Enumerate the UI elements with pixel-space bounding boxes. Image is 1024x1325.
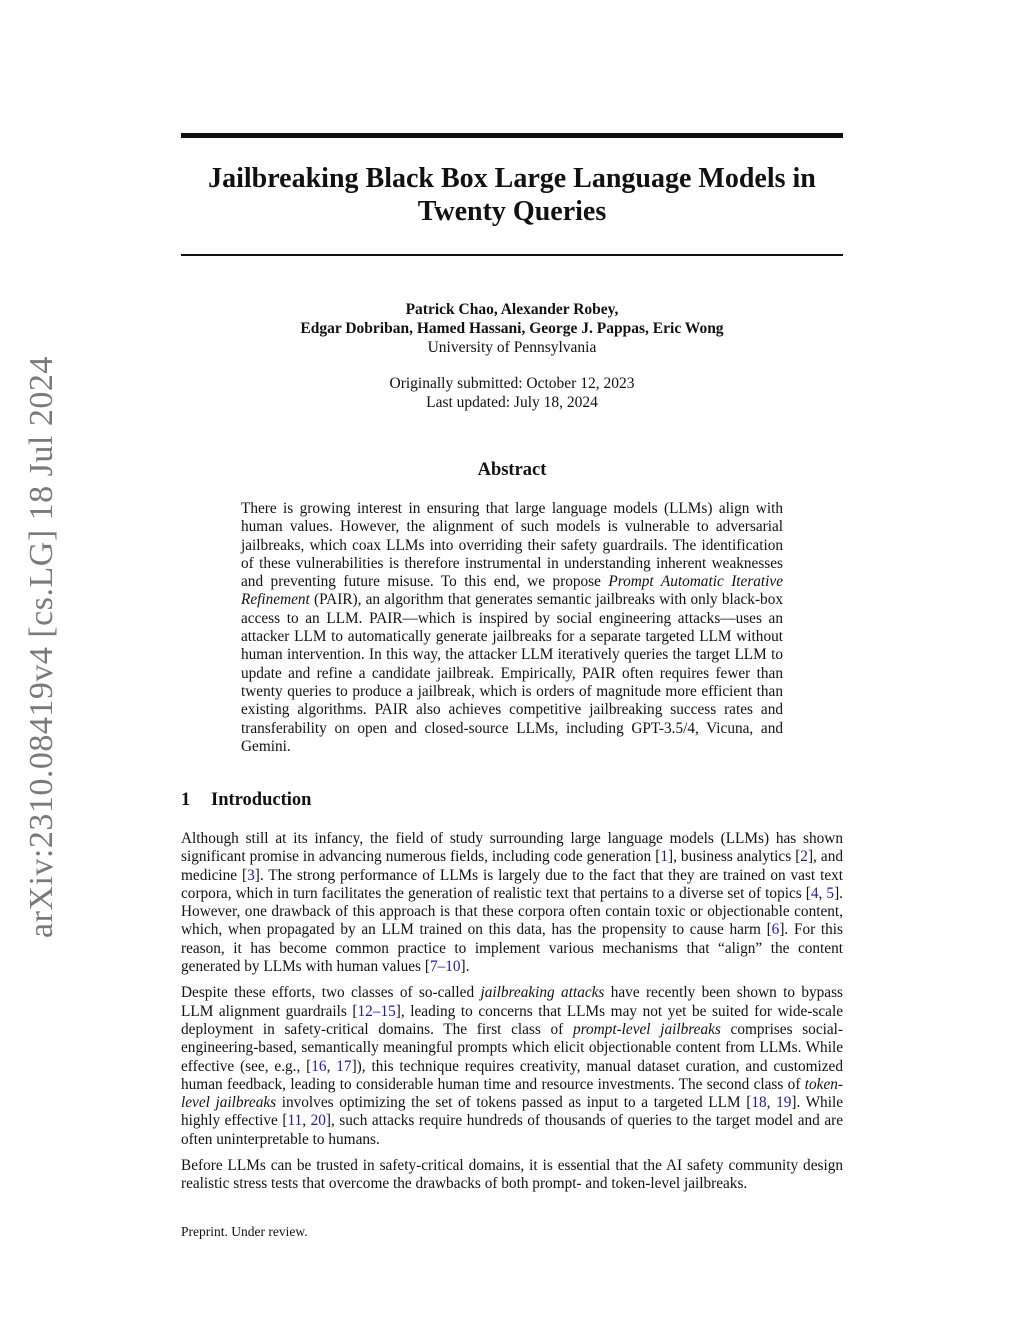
- citation-link[interactable]: 11: [287, 1112, 303, 1130]
- citation-link[interactable]: 18: [751, 1094, 767, 1112]
- text-run: ], business analytics [: [667, 848, 801, 866]
- text-run: ], and medicine [: [181, 848, 843, 884]
- text-run: ]. For this reason, it has become common practice to implement various mechanisms that “align” the content generated by LLMs with human values [: [181, 921, 843, 976]
- abstract-text: [241, 500, 783, 756]
- abstract-emphasis: Prompt Automatic Iterative Refinement: [241, 573, 784, 609]
- citation-link[interactable]: 7–10: [429, 958, 461, 976]
- citation-link[interactable]: 17: [336, 1057, 352, 1075]
- citation-link[interactable]: 1: [660, 848, 668, 866]
- text-run: ,: [818, 884, 827, 902]
- paper-title: [181, 162, 843, 228]
- abstract-heading: Abstract: [477, 460, 547, 480]
- title-bottom-rule: [181, 254, 843, 256]
- abstract-text-b: (PAIR), an algorithm that generates semantic jailbreaks with only black-box access to an LLM. PAIR—which is inspired by social engineering attacks—uses an attacker LLM to automatically generate jailbreaks for a separate targeted LLM without human intervention. In this way, the attacker LLM iteratively queries the target LLM to update and refine a candidate jailbreak. Empirically, PAIR often requires fewer than twenty queries to produce a jailbreak, which is orders of magnitude more efficient than existing algorithms. PAIR also achieves competitive jailbreaking success rates and transferability on open and closed-source LLMs, including GPT-3.5/4, Vicuna, and Gemini.: [241, 591, 783, 755]
- text-run: ,: [766, 1094, 777, 1112]
- citation-link[interactable]: 19: [776, 1094, 792, 1112]
- authors-line-1: Patrick Chao, Alexander Robey,: [405, 301, 619, 318]
- section-number: 1: [181, 790, 191, 810]
- citation-link[interactable]: 6: [771, 921, 780, 939]
- section-title: Introduction: [211, 790, 312, 810]
- section-heading-introduction: [181, 789, 843, 811]
- citation-link[interactable]: 12–15: [357, 1002, 396, 1020]
- text-run: ,: [302, 1112, 311, 1130]
- author-block: [181, 300, 843, 357]
- introduction-body: [181, 830, 843, 1202]
- emphasis: jailbreaking attacks: [480, 984, 605, 1002]
- text-run: ,: [326, 1057, 337, 1075]
- text-run: Despite these efforts, two classes of so-called: [181, 984, 481, 1002]
- text-run: ]. While highly effective [: [181, 1094, 843, 1130]
- text-run: have recently been shown to bypass LLM alignment guardrails [: [181, 984, 843, 1020]
- paragraph-2: [181, 984, 843, 1149]
- citation-link[interactable]: 2: [800, 848, 808, 866]
- affiliation: University of Pennsylvania: [427, 339, 597, 356]
- emphasis: token-level jailbreaks: [181, 1075, 843, 1112]
- text-run: ]), this technique requires creativity, manual dataset curation, and customized human feedback, leading to considerable human time and resource investments. The second class of: [181, 1057, 843, 1093]
- text-run: ]. However, one drawback of this approach is that these corpora often contain toxic or objectionable content, which, when propagated by an LLM trained on this data, has the propensity to cause harm [: [181, 884, 843, 939]
- text-run: ]. The strong performance of LLMs is largely due to the fact that they are trained on vast text corpora, which in turn facilitates the generation of realistic text that pertains to a diverse set of topics [: [181, 866, 844, 902]
- text-run: ], leading to concerns that LLMs may not yet be suited for wide-scale deployment in safety-critical domains. The first class of: [181, 1002, 843, 1038]
- title-line-2: Twenty Queries: [417, 196, 607, 227]
- emphasis: prompt-level jailbreaks: [572, 1020, 721, 1038]
- arxiv-identifier[interactable]: arXiv:2310.08419v4 [cs.LG] 18 Jul 2024: [23, 356, 60, 938]
- paragraph-3: Before LLMs can be trusted in safety-critical domains, it is essential that the AI safety community design realistic stress tests that overcome the drawbacks of both prompt- and token-level jailbreaks.: [181, 1157, 843, 1193]
- title-top-rule: [181, 133, 843, 138]
- footer-note: Preprint. Under review.: [181, 1224, 308, 1239]
- submitted-date: Originally submitted: October 12, 2023: [389, 375, 635, 392]
- date-block: [181, 374, 843, 412]
- paragraph-1: [181, 830, 843, 976]
- citation-link[interactable]: 3: [247, 866, 255, 884]
- title-line-1: Jailbreaking Black Box Large Language Models in: [208, 163, 816, 194]
- text-run: ].: [460, 958, 470, 976]
- text-run: comprises social-engineering-based, semantically meaningful prompts which elicit objectionable content from LLMs. While effective (see, e.g., [: [181, 1020, 844, 1075]
- citation-link[interactable]: 4: [810, 884, 819, 902]
- citation-link[interactable]: 16: [311, 1057, 327, 1075]
- citation-link[interactable]: 5: [826, 884, 835, 902]
- authors-line-2: Edgar Dobriban, Hamed Hassani, George J. Pappas, Eric Wong: [300, 320, 724, 337]
- updated-date: Last updated: July 18, 2024: [426, 394, 598, 411]
- text-run: ], such attacks require hundreds of thousands of queries to the target model and are often uninterpretable to humans.: [181, 1112, 843, 1148]
- abstract-text-a: There is growing interest in ensuring that large language models (LLMs) align with human values. However, the alignment of such models is vulnerable to adversarial jailbreaks, which coax LLMs into overriding their safety guardrails. The identification of these vulnerabilities is therefore instrumental in understanding inherent weaknesses and preventing future misuse. To this end, we propose: [241, 500, 783, 591]
- citation-link[interactable]: 20: [310, 1112, 326, 1130]
- text-run: Although still at its infancy, the field of study surrounding large language models (LLMs) has shown significant promise in advancing numerous fields, including code generation [: [181, 830, 843, 866]
- text-run: involves optimizing the set of tokens passed as input to a targeted LLM [: [276, 1094, 752, 1112]
